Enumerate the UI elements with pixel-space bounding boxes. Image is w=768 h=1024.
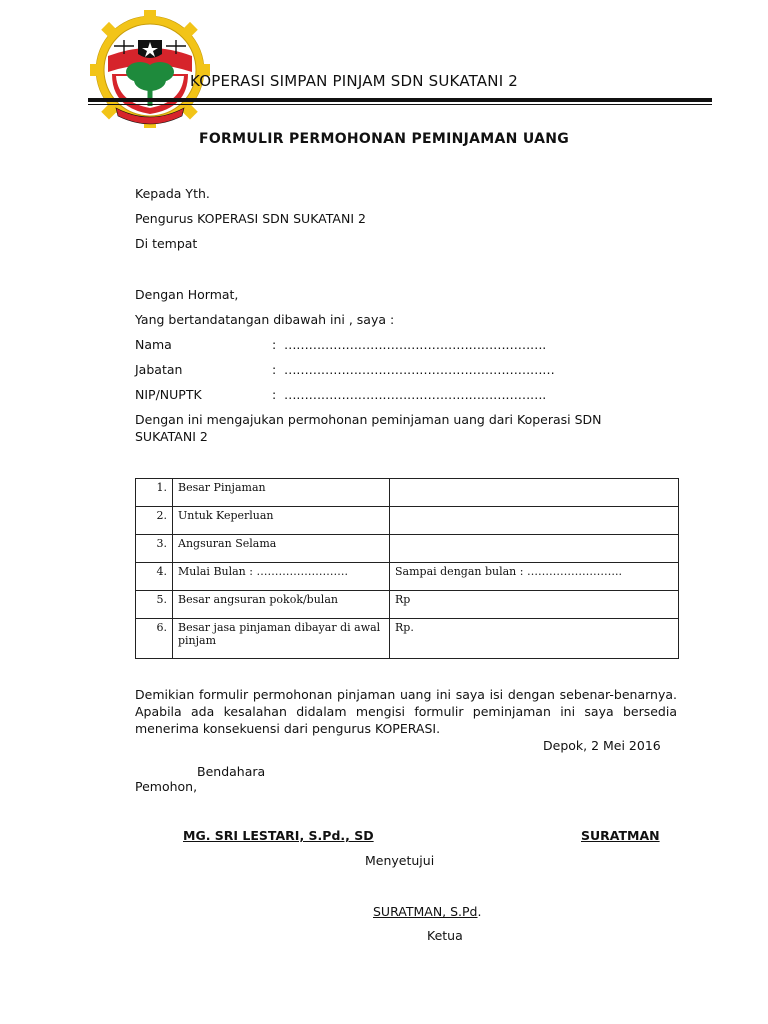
table-row [136, 535, 679, 563]
field-label-nama: Nama [135, 337, 172, 352]
row-number: 5. [136, 591, 173, 619]
table-row [136, 619, 679, 659]
row-value[interactable]: Sampai dengan bulan : …………………….. [390, 563, 679, 591]
row-number: 2. [136, 507, 173, 535]
table-row [136, 507, 679, 535]
row-label: Besar angsuran pokok/bulan [173, 591, 390, 619]
field-colon-nama: : [272, 337, 277, 352]
row-value[interactable] [390, 507, 679, 535]
field-label-nip: NIP/NUPTK [135, 387, 202, 402]
address-line-3: Di tempat [135, 236, 198, 251]
form-title: FORMULIR PERMOHONAN PEMINJAMAN UANG [198, 131, 570, 147]
approver-suffix: . [477, 904, 482, 919]
table-row [136, 563, 679, 591]
row-value[interactable]: Rp. [390, 619, 679, 659]
table-row [136, 591, 679, 619]
field-label-jabatan: Jabatan [135, 362, 183, 377]
place-date: Depok, 2 Mei 2016 [543, 738, 661, 753]
address-line-2: Pengurus KOPERASI SDN SUKATANI 2 [135, 211, 366, 226]
address-line-1: Kepada Yth. [135, 186, 210, 201]
row-label: Besar jasa pinjaman dibayar di awal pinjam [173, 619, 390, 659]
row-label: Untuk Keperluan [173, 507, 390, 535]
field-blank-nama[interactable]: ………………………………………………………. [284, 337, 547, 352]
loan-details-table [135, 478, 679, 659]
header-rule-thick [88, 98, 712, 102]
row-number: 6. [136, 619, 173, 659]
intro-text: Yang bertandatangan dibawah ini , saya : [135, 312, 395, 327]
applicant-signature-name: SURATMAN [581, 828, 660, 843]
row-value[interactable] [390, 479, 679, 507]
row-label: Mulai Bulan : ……………………. [173, 563, 390, 591]
row-value[interactable] [390, 535, 679, 563]
row-number: 1. [136, 479, 173, 507]
greeting: Dengan Hormat, [135, 287, 239, 302]
row-value[interactable]: Rp [390, 591, 679, 619]
pemohon-label: Pemohon, [135, 779, 198, 794]
row-number: 3. [136, 535, 173, 563]
bendahara-label: Bendahara [197, 764, 266, 779]
field-blank-nip[interactable]: ………………………………………………………. [284, 387, 547, 402]
cooperative-name: KOPERASI SIMPAN PINJAM SDN SUKATANI 2 [190, 72, 519, 90]
approver-name: SURATMAN, S.Pd [373, 904, 478, 919]
closing-text: Demikian formulir permohonan pinjaman uang ini saya isi dengan sebenar-benarnya. Apabila ada kesalahan didalam mengisi formulir peminjaman ini saya bersedia menerima konsekuensi dari pengurus KOPERASI. [135, 687, 677, 736]
field-blank-jabatan[interactable]: ………………………………………………………… [284, 362, 555, 377]
row-label: Besar Pinjaman [173, 479, 390, 507]
request-text: Dengan ini mengajukan permohonan peminjaman uang dari Koperasi SDN SUKATANI 2 [135, 412, 602, 444]
row-label: Angsuran Selama [173, 535, 390, 563]
logo-overlap [170, 64, 200, 94]
header-rule-thin [88, 104, 712, 105]
field-colon-nip: : [272, 387, 277, 402]
field-colon-jabatan: : [272, 362, 277, 377]
treasurer-signature-name: MG. SRI LESTARI, S.Pd., SD [183, 828, 374, 843]
row-number: 4. [136, 563, 173, 591]
approver-title: Ketua [427, 928, 463, 943]
approval-label: Menyetujui [365, 853, 435, 868]
table-row [136, 479, 679, 507]
approver-signature [373, 904, 481, 919]
